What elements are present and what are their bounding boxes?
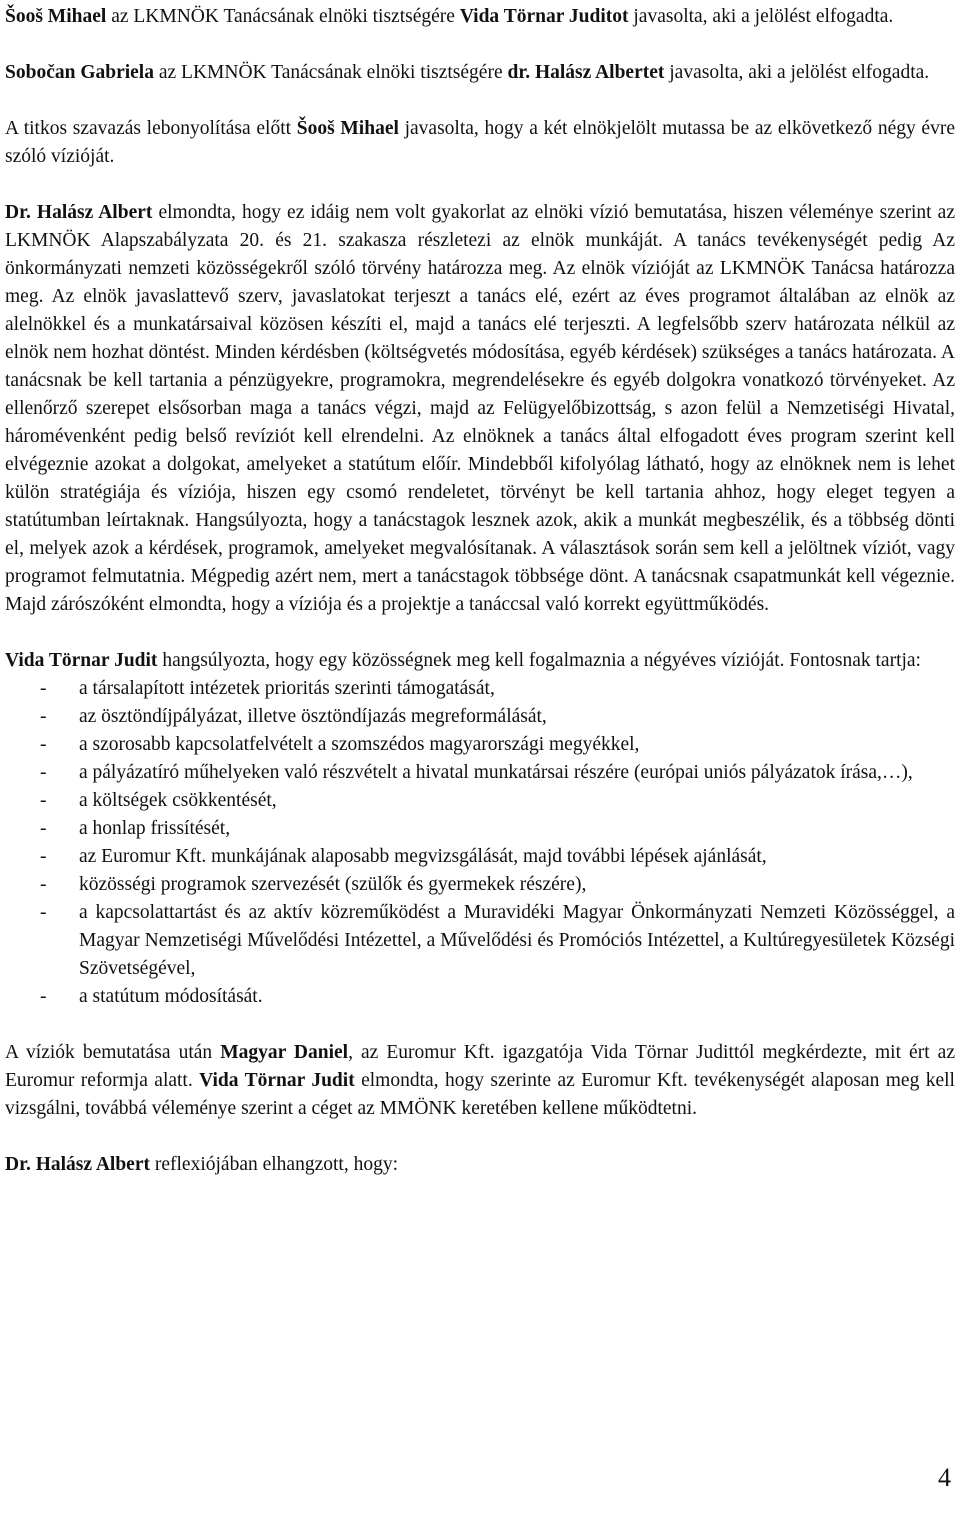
list-item: - a statútum módosítását. (5, 983, 955, 1011)
paragraph-text: , az Euromur Kft. igazgatója Vida Törnar Judittól megkérdezte, mit ért az Euromur reformja alatt. (5, 1042, 955, 1091)
paragraph-euromur-question (5, 1039, 955, 1123)
list-item: - a pályázatíró műhelyeken való részvételt a hivatal munkatársai részére (európai uniós pályázatok írása,…), (5, 759, 955, 787)
list-item: - a kapcsolattartást és az aktív közreműködést a Muravidéki Magyar Önkormányzati Nemzeti Közösséggel, a Magyar Nemzetiségi Művelődési Intézettel, a Művelődési és Promóciós Intézettel, a Kultúregyesületek Községi Szövetségével, (5, 899, 955, 983)
speaker-name: Sobočan Gabriela (5, 62, 154, 83)
paragraph-nomination-1 (5, 3, 955, 31)
paragraph-text: javasolta, hogy a két elnökjelölt mutassa be az elkövetkező négy évre szóló vízióját. (5, 118, 955, 167)
speaker-name: Magyar Daniel (220, 1042, 349, 1063)
speaker-name: Dr. Halász Albert (5, 1154, 150, 1175)
nominee-name: Vida Törnar Juditot (459, 6, 629, 27)
speaker-name: Vida Törnar Judit (5, 650, 158, 671)
paragraph-text: az LKMNÖK Tanácsának elnöki tisztségére (153, 62, 508, 83)
paragraph-halasz-reflection (5, 1151, 955, 1179)
paragraph-text: A titkos szavazás lebonyolítása előtt (5, 118, 297, 139)
paragraph-text: reflexiójában elhangzott, hogy: (149, 1154, 398, 1175)
paragraph-text: javasolta, aki a jelölést elfogadta. (664, 62, 930, 83)
list-item: - közösségi programok szervezését (szülők és gyermekek részére), (5, 871, 955, 899)
list-item: - a honlap frissítését, (5, 815, 955, 843)
list-item: - az Euromur Kft. munkájának alaposabb megvizsgálását, majd további lépések ajánlását, (5, 843, 955, 871)
list-item: - a költségek csökkentését, (5, 787, 955, 815)
paragraph-text: javasolta, aki a jelölést elfogadta. (628, 6, 894, 27)
paragraph-text: A víziók bemutatása után (5, 1042, 221, 1063)
speaker-name: Dr. Halász Albert (5, 202, 153, 223)
speaker-name: Vida Törnar Judit (199, 1070, 355, 1091)
speaker-name: Šooš Mihael (5, 6, 107, 27)
vision-list (5, 675, 955, 1011)
page-number: 4 (938, 1463, 951, 1492)
paragraph-halasz-statement (5, 199, 955, 619)
list-item: - az ösztöndíjpályázat, illetve ösztöndíjazás megreformálását, (5, 703, 955, 731)
list-item: - a társalapított intézetek prioritás szerinti támogatását, (5, 675, 955, 703)
paragraph-vision-request (5, 115, 955, 171)
speaker-name: Šooš Mihael (296, 118, 399, 139)
paragraph-nomination-2 (5, 59, 955, 87)
paragraph-vida-intro (5, 647, 955, 675)
paragraph-text: hangsúlyozta, hogy egy közösségnek meg kell fogalmaznia a négyéves vízióját. Fontosnak tartja: (157, 650, 921, 671)
list-item: - a szorosabb kapcsolatfelvételt a szomszédos magyarországi megyékkel, (5, 731, 955, 759)
document-page (5, 3, 955, 1207)
paragraph-text: elmondta, hogy ez idáig nem volt gyakorlat az elnöki vízió bemutatása, hiszen véleménye szerint az LKMNÖK Alapszabályzata 20. és 21. szakasza részletezi az elnök munkáját. A tanács tevékenységét pedig Az önkormányzati nemzeti közösségekről szóló törvény határozza meg. Az elnök vízióját az LKMNÖK Tanácsa határozza meg. Az elnök javaslattevő szerv, javaslatokat terjeszt a tanács elé, ezért az éves programot általában az elnök az alelnökkel és a munkatársaival közösen készíti el, majd a tanács elé terjeszti. A legfelsőbb szerv határozata nélkül az elnök nem hozhat döntést. Minden kérdésben (költségvetés módosítása, egyéb kérdések) szükséges a tanács határozata. A tanácsnak be kell tartania a pénzügyekre, programokra, megrendelésekre és egyéb dolgokra vonatkozó törvényeket. Az ellenőrző szerepet elsősorban maga a tanács végzi, majd az Felügyelőbizottság, s azon felül a Nemzetiségi Hivatal, háromévenként pedig belső revíziót kell elrendelni. Az elnöknek a tanács által elfogadott éves program szerint kell elvégeznie azokat a dolgokat, amelyeket a statútum előír. Mindebből kifolyólag látható, hogy az elnöknek nem is lehet külön stratégiája és víziója, hiszen egy csomó rendeletet, törvényt be kell tartania ahhoz, hogy eleget tegyen a statútumban leírtaknak. Hangsúlyozta, hogy a tanácstagok lesznek azok, akik a munkát megbeszélik, és a többség dönti el, melyek azok a kérdések, programok, amelyeket megvalósítanak. A választások során sem kell a jelöltnek víziót, vagy programot felmutatnia. Mégpedig azért nem, mert a tanácstagok többsége dönt. A tanácsnak csapatmunkát kell végeznie. Majd zárószóként elmondta, hogy a víziója és a projektje a tanáccsal való korrekt együttműködés. (5, 202, 955, 615)
paragraph-text: elmondta, hogy szerinte az Euromur Kft. tevékenységét alaposan meg kell vizsgálni, továbbá véleménye szerint a céget az MMÖNK keretében kellene működtetni. (5, 1070, 955, 1119)
paragraph-text: az LKMNÖK Tanácsának elnöki tisztségére (106, 6, 460, 27)
nominee-name: dr. Halász Albertet (507, 62, 665, 83)
